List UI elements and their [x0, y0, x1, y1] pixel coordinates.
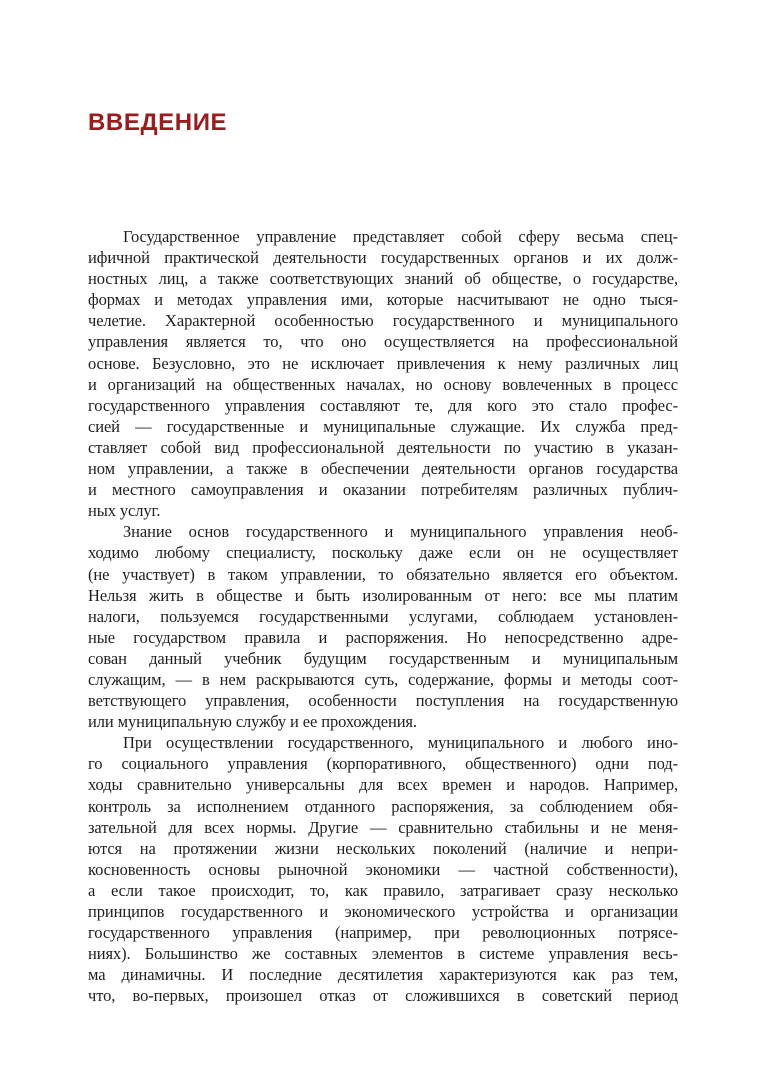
chapter-heading: ВВЕДЕНИЕ — [88, 109, 228, 136]
text-line: сией — государственные и муниципальные служащие. Их служба пред- — [88, 416, 678, 436]
text-line: принципов государственного и экономического устройства и организации — [88, 902, 678, 921]
text-line: ются на протяжении жизни нескольких поколений (наличие и непри- — [88, 838, 678, 858]
paragraph — [88, 226, 678, 521]
paragraph — [88, 732, 678, 1006]
text-line: формах и методах управления ими, которые насчитывают не одно тыся- — [88, 290, 678, 310]
text-line: налоги, пользуемся государственными услугами, соблюдаем установлен- — [88, 606, 678, 626]
text-line: ма динамичны. И последние десятилетия характеризуются как раз тем, — [88, 965, 678, 985]
text-line: (не участвует) в таком управлении, то обязательно является его объектом. — [88, 564, 678, 584]
text-line: ходы сравнительно универсальны для всех времен и народов. Например, — [88, 775, 678, 795]
text-line: ные государством правила и распоряжения. Но непосредственно адре- — [88, 627, 678, 647]
text-line: что, во-первых, произошел отказ от сложившихся в советский период — [88, 986, 678, 1006]
text-line: контроль за исполнением отданного распоряжения, за соблюдением обя- — [88, 796, 678, 816]
text-line: а если такое происходит, то, как правило, затрагивает сразу несколько — [88, 880, 678, 900]
text-line: сован данный учебник будущим государственным и муниципальным — [88, 648, 678, 668]
text-line: ном управлении, а также в обеспечении деятельности органов государства — [88, 459, 678, 479]
text-line: государственного управления составляют те, для кого это стало профес- — [88, 395, 678, 415]
text-line: го социального управления (корпоративного, общественного) одни под- — [88, 754, 678, 774]
text-line: ветствующего управления, особенности поступления на государственную — [88, 691, 678, 711]
text-line: ифичной практической деятельности государственных органов и их долж- — [88, 248, 678, 268]
text-line: челетие. Характерной особенностью государственного и муниципального — [88, 311, 678, 331]
text-line: Знание основ государственного и муниципального управления необ- — [123, 522, 678, 542]
text-line: ниях). Большинство же составных элементов в системе управления весь- — [88, 944, 678, 964]
text-line: основе. Безусловно, это не исключает привлечения к нему различных лиц — [88, 353, 678, 373]
text-line: При осуществлении государственного, муниципального и любого ино- — [123, 733, 678, 753]
text-line: и организаций на общественных началах, но основу вовлеченных в процесс — [88, 374, 678, 394]
text-line: ностных лиц, а также соответствующих знаний об обществе, о государстве, — [88, 269, 678, 289]
text-line: государственного управления (например, при революционных потрясе- — [88, 923, 678, 943]
text-line: косновенность основы рыночной экономики — частной собственности), — [88, 859, 678, 879]
text-line: Государственное управление представляет собой сферу весьма спец- — [123, 227, 678, 246]
text-line: Нельзя жить в обществе и быть изолированным от него: все мы платим — [88, 585, 678, 605]
text-line: и местного самоуправления и оказании потребителям различных публич- — [88, 480, 678, 500]
text-line: ходимо любому специалисту, поскольку даже если он не осуществляет — [88, 543, 678, 563]
text-line: зательной для всех нормы. Другие — сравнительно стабильны и не меня- — [88, 817, 678, 837]
text-line: ставляет собой вид профессиональной деятельности по участию в указан- — [88, 437, 678, 457]
text-line: служащим, — в нем раскрываются суть, содержание, формы и методы соот- — [88, 669, 678, 689]
text-line: или муниципальную службу и ее прохождения. — [88, 712, 417, 732]
text-line: управления является то, что оно осуществляется на профессиональной — [88, 332, 678, 352]
paragraph — [88, 521, 678, 732]
body-text — [88, 226, 678, 1006]
text-line: ных услуг. — [88, 501, 161, 521]
